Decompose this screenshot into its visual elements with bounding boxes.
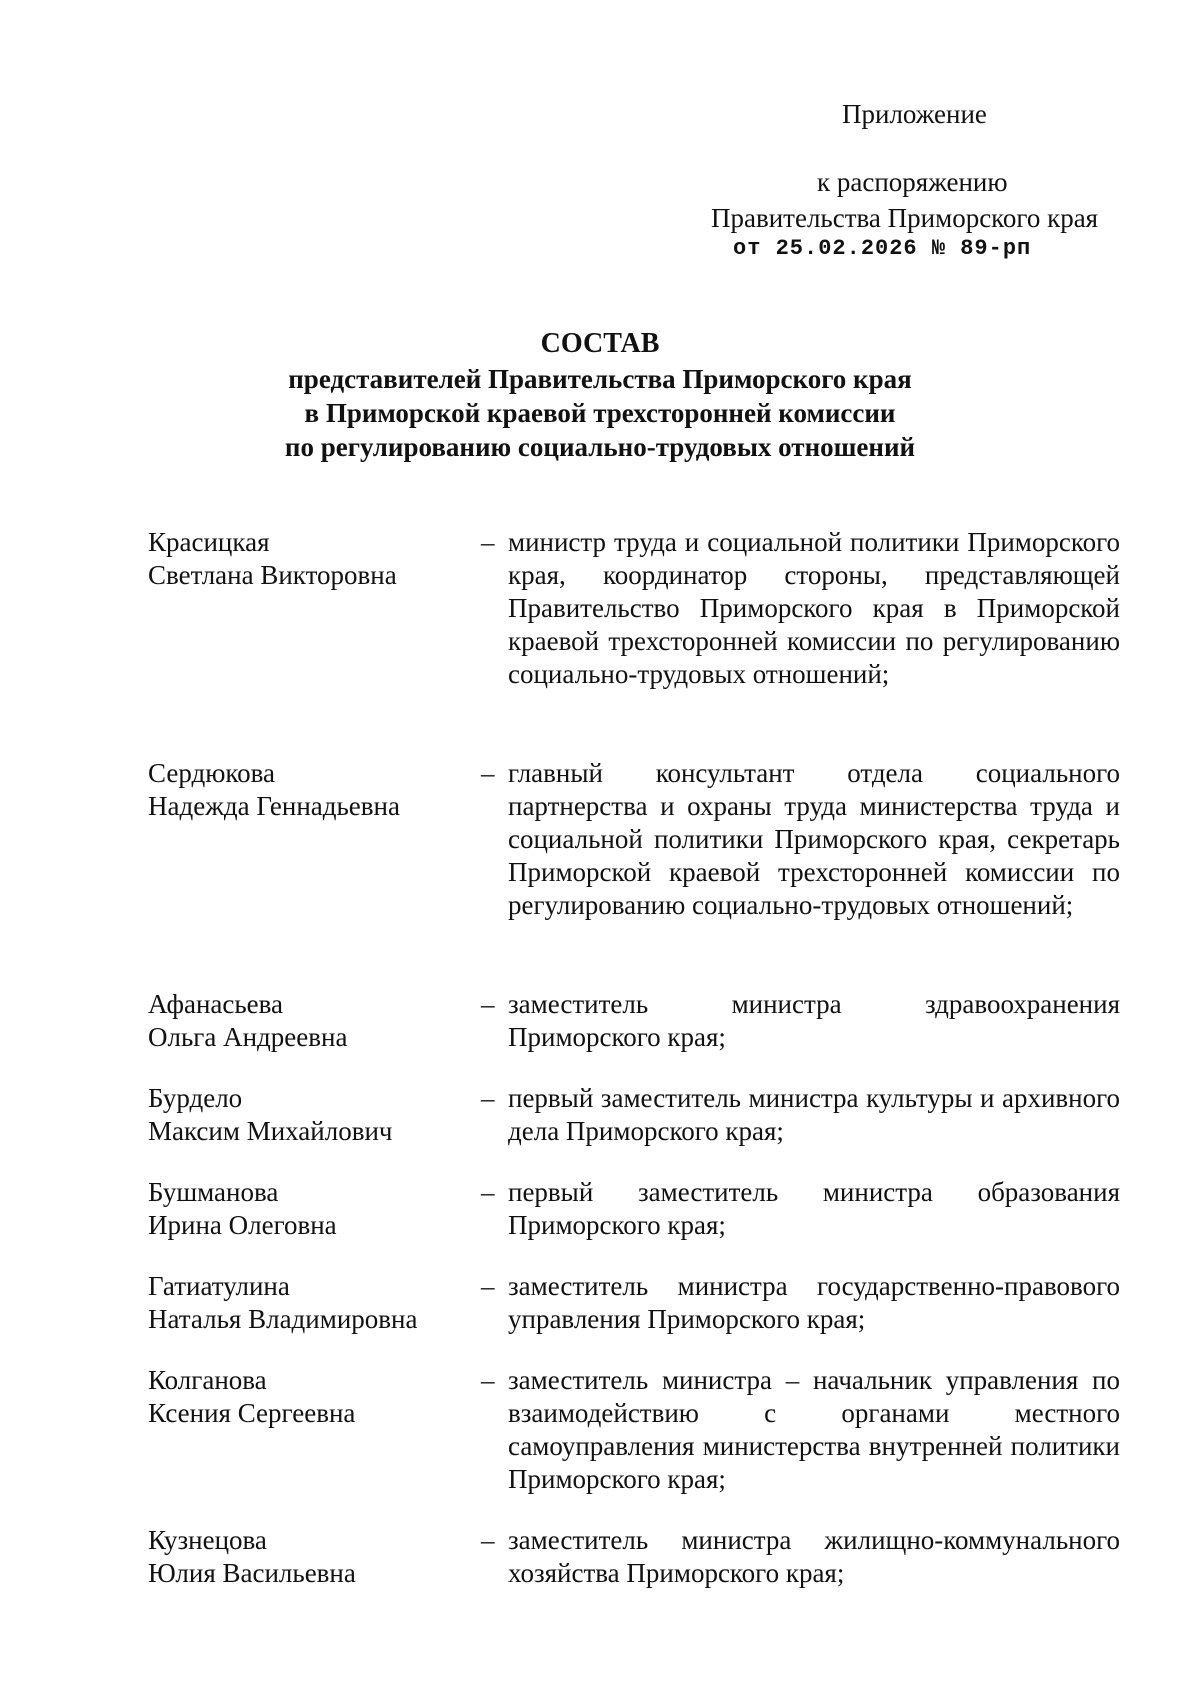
member-given-names: Наталья Владимировна	[148, 1304, 418, 1334]
member-role: первый заместитель министра культуры и архивного дела Приморского края;	[508, 1083, 1120, 1146]
title-line-3: по регулированию социально-трудовых отношений	[284, 432, 916, 462]
member-given-names: Ирина Олеговна	[148, 1210, 337, 1240]
member-surname: Красицкая	[148, 527, 270, 557]
member-dash: –	[481, 1083, 495, 1113]
member-name	[148, 1364, 478, 1430]
title-line-2: в Приморской краевой трехсторонней комиссии	[304, 398, 896, 428]
member-name	[148, 1082, 478, 1148]
member-name	[148, 1524, 478, 1590]
member-given-names: Светлана Викторовна	[148, 560, 397, 590]
member-surname: Афанасьева	[148, 989, 284, 1019]
member-role: первый заместитель министра образования Приморского края;	[508, 1177, 1120, 1240]
member-name	[148, 1176, 478, 1242]
member-surname: Колганова	[148, 1365, 267, 1395]
member-role: заместитель министра государственно-правового управления Приморского края;	[508, 1271, 1120, 1334]
member-role: заместитель министра – начальник управления по взаимодействию с органами местного самоуправления министерства внутренней политики Приморского края;	[508, 1365, 1120, 1494]
member-dash: –	[481, 989, 495, 1019]
member-role: министр труда и социальной политики Приморского края, координатор стороны, представляющей Правительство Приморского края в Приморской краевой трехсторонней комиссии по регулированию социально-трудовых отношений;	[508, 527, 1120, 689]
decree-reference-line-1: к распоряжению	[817, 167, 1008, 197]
member-given-names: Юлия Васильевна	[148, 1558, 356, 1588]
member-dash: –	[481, 527, 495, 557]
decree-reference	[711, 164, 1098, 236]
member-given-names: Максим Михайлович	[148, 1116, 393, 1146]
member-dash: –	[481, 758, 495, 788]
decree-reference-line-2: Правительства Приморского края	[711, 203, 1099, 233]
member-surname: Бушманова	[148, 1177, 279, 1207]
member-name	[148, 1270, 478, 1336]
member-dash: –	[481, 1525, 495, 1555]
member-surname: Кузнецова	[148, 1525, 267, 1555]
member-dash: –	[481, 1177, 495, 1207]
decree-number-stamp: от 25.02.2026 № 89-рп	[733, 236, 1032, 261]
member-given-names: Ольга Андреевна	[148, 1022, 348, 1052]
member-name	[148, 757, 478, 823]
member-role: заместитель министра жилищно-коммунального хозяйства Приморского края;	[508, 1525, 1120, 1588]
member-name	[148, 526, 478, 592]
member-surname: Сердюкова	[148, 758, 275, 788]
appendix-label: Приложение	[842, 99, 987, 129]
member-given-names: Ксения Сергеевна	[148, 1398, 356, 1428]
member-name	[148, 988, 478, 1054]
title-main: СОСТАВ	[540, 328, 660, 359]
title-line-1: представителей Правительства Приморского края	[288, 364, 912, 394]
member-dash: –	[481, 1365, 495, 1395]
member-role: заместитель министра здравоохранения Приморского края;	[508, 989, 1120, 1052]
member-given-names: Надежда Геннадьевна	[148, 791, 400, 821]
member-surname: Гатиатулина	[148, 1271, 290, 1301]
member-dash: –	[481, 1271, 495, 1301]
member-surname: Бурдело	[148, 1083, 243, 1113]
document-title	[100, 326, 1100, 464]
member-role: главный консультант отдела социального партнерства и охраны труда министерства труда и социальной политики Приморского края, секретарь Приморской краевой трехсторонней комиссии по регулированию социально-трудовых отношений;	[508, 758, 1120, 920]
